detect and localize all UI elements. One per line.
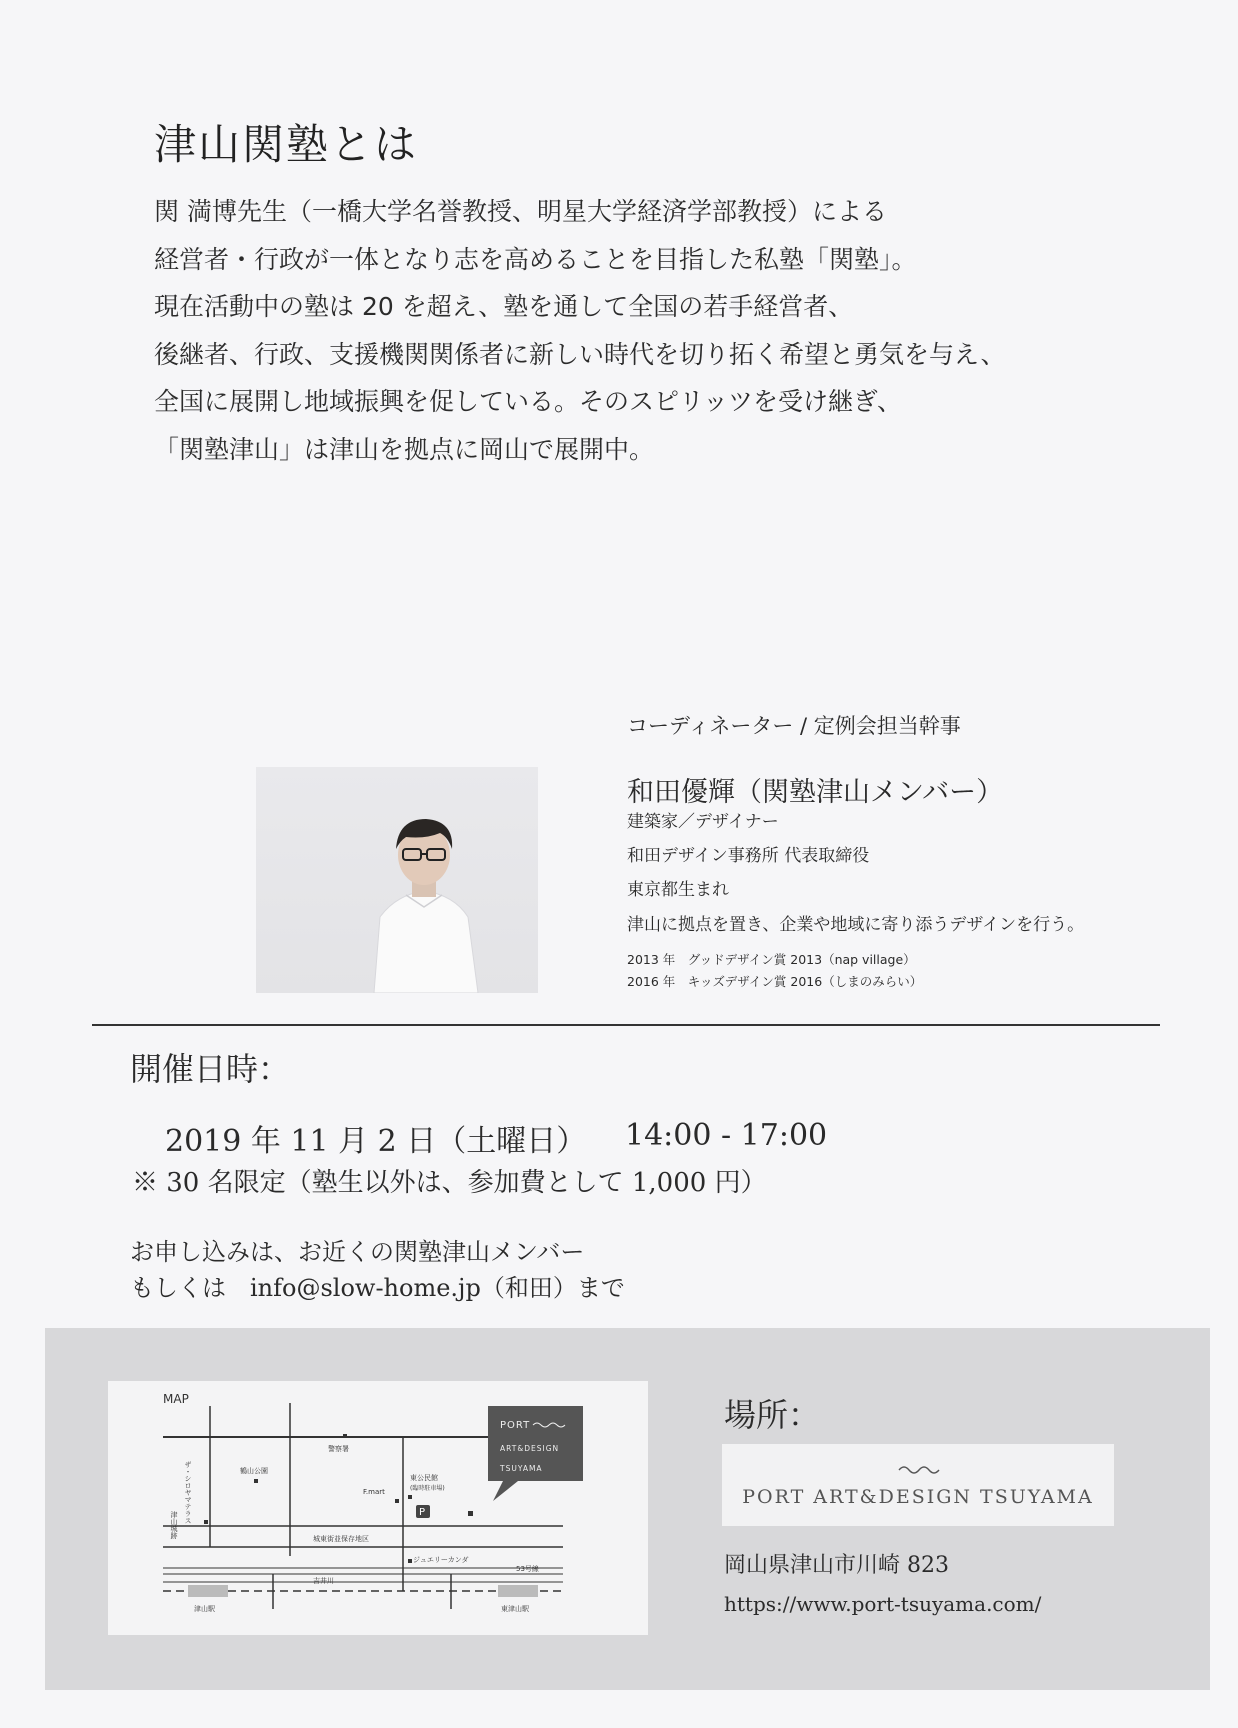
map-label-tsuruyama: 鶴山公園 xyxy=(240,1467,268,1475)
event-capacity: ※ 30 名限定（塾生以外は、参加費として 1,000 円） xyxy=(132,1168,767,1198)
map-title: MAP xyxy=(163,1392,189,1406)
map-port-line-3: TSUYAMA xyxy=(500,1464,543,1473)
map-label-higashi-kominkan-sub: (臨時駐車場) xyxy=(410,1485,445,1492)
map-label-tsuyama-eki: 津山駅 xyxy=(194,1605,215,1613)
coordinator-name: 和田優輝（関塾津山メンバー） xyxy=(627,777,1004,808)
award-2016: 2016 年 キッズデザイン賞 2016（しまのみらい） xyxy=(627,974,923,989)
venue-url[interactable]: https://www.port-tsuyama.com/ xyxy=(724,1592,1042,1616)
access-map xyxy=(108,1381,648,1635)
map-label-higashi-tsuyama-eki: 東津山駅 xyxy=(501,1605,529,1613)
map-parking-icon: P xyxy=(419,1507,426,1518)
venue-logo-text: PORT ART&DESIGN TSUYAMA xyxy=(742,1486,1094,1508)
map-label-jewelry: ジュエリーカンダ xyxy=(413,1556,469,1564)
map-label-hozon: 城東街並保存地区 xyxy=(313,1535,369,1543)
intro-line-1: 関 満博先生（一橋大学名誉教授、明星大学経済学部教授）による xyxy=(154,197,887,226)
map-label-higashi-kominkan: 東公民館 xyxy=(410,1474,438,1482)
map-label-keisatsu: 警察署 xyxy=(328,1445,349,1453)
map-label-the-shiroyama: ザ・シロヤマテラス xyxy=(184,1461,192,1524)
map-label-tsuyama-jo: 津山城跡 xyxy=(170,1511,178,1539)
event-date: 2019 年 11 月 2 日（土曜日） xyxy=(165,1124,587,1159)
coordinator-role: コーディネーター / 定例会担当幹事 xyxy=(627,714,961,738)
event-date-heading: 開催日時： xyxy=(130,1050,291,1088)
venue-address: 岡山県津山市川崎 823 xyxy=(724,1553,949,1578)
venue-logo xyxy=(722,1444,1114,1526)
intro-line-4: 後継者、行政、支援機関関係者に新しい時代を切り拓く希望と勇気を与え、 xyxy=(154,340,1006,369)
apply-line-1: お申し込みは、お近くの関塾津山メンバー xyxy=(130,1238,585,1266)
section-divider xyxy=(92,1024,1160,1026)
venue-heading: 場所： xyxy=(724,1396,821,1434)
intro-line-5: 全国に展開し地域振興を促している。そのスピリッツを受け継ぎ、 xyxy=(154,387,903,416)
map-label-route53: 53号線 xyxy=(516,1565,539,1573)
coordinator-photo xyxy=(256,767,538,993)
coordinator-description: 津山に拠点を置き、企業や地域に寄り添うデザインを行う。 xyxy=(627,915,1085,935)
page-title: 津山関塾とは xyxy=(154,120,419,169)
coordinator-company: 和田デザイン事務所 代表取締役 xyxy=(627,846,870,866)
intro-line-2: 経営者・行政が一体となり志を高めることを目指した私塾「関塾」。 xyxy=(154,245,917,274)
map-port-line-2: ART&DESIGN xyxy=(500,1444,560,1453)
award-2013: 2013 年 グッドデザイン賞 2013（nap village） xyxy=(627,952,916,967)
coordinator-title: 建築家／デザイナー xyxy=(627,812,779,832)
map-label-fmart: F.mart xyxy=(363,1488,385,1496)
map-port-line-1: PORT xyxy=(500,1420,531,1431)
intro-line-6: 「関塾津山」は津山を拠点に岡山で展開中。 xyxy=(154,435,655,464)
map-label-yoshii: 吉井川 xyxy=(313,1577,334,1585)
wave-icon xyxy=(897,1462,941,1474)
apply-line-2: もしくは info@slow-home.jp（和田）まで xyxy=(130,1274,625,1302)
event-time: 14:00 - 17:00 xyxy=(625,1118,828,1153)
coordinator-birthplace: 東京都生まれ xyxy=(627,880,729,900)
intro-line-3: 現在活動中の塾は 20 を超え、塾を通して全国の若手経営者、 xyxy=(154,292,854,321)
